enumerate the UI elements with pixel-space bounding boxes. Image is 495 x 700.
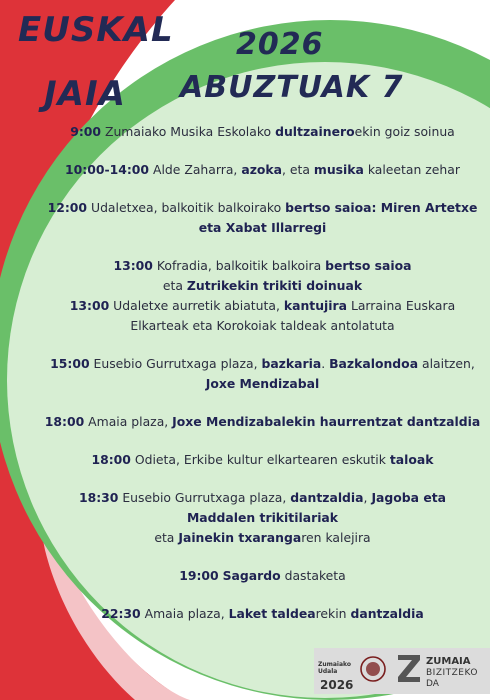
schedule-text: Amaia plaza,: [140, 606, 229, 621]
schedule-text-bold: Laket taldea: [228, 606, 316, 621]
footer-brand-line1: ZUMAIA: [426, 656, 471, 667]
schedule-text: eta: [154, 530, 179, 545]
schedule-text-bold: eta Xabat Illarregi: [198, 220, 327, 235]
schedule-item: [40, 198, 485, 238]
schedule-text-bold: 10:00-14:00: [65, 162, 150, 177]
schedule-text-bold: 18:00: [44, 414, 85, 429]
schedule-text: Kofradia, balkoitik balkoira: [152, 258, 326, 273]
schedule-text: .: [321, 356, 330, 371]
footer-year: 2026: [320, 678, 354, 692]
schedule-text-bold: 22:30: [101, 606, 141, 621]
schedule-line: [40, 528, 485, 548]
schedule-text-bold: 13:00: [69, 298, 110, 313]
schedule-line: [40, 198, 485, 218]
schedule-line: [40, 604, 485, 624]
schedule-text: eta: [162, 278, 187, 293]
schedule-text: Udaletxe aurretik abiatuta,: [109, 298, 284, 313]
footer-udala-line2: Udala: [318, 668, 338, 675]
schedule-line: [40, 354, 485, 374]
schedule-text-bold: 18:00: [91, 452, 131, 467]
seal-icon: [360, 656, 386, 682]
right-white-strip: [490, 0, 495, 700]
schedule-item: [40, 412, 485, 432]
schedule-text-bold: Joxe Mendizabalekin haurrentzat dantzaldia: [172, 414, 481, 429]
schedule-text-bold: dantzaldia: [350, 606, 424, 621]
schedule-text-bold: Joxe Mendizabal: [205, 376, 320, 391]
schedule-text-bold: Sagardo: [222, 568, 281, 583]
schedule-text-bold: dantzaldia: [290, 490, 364, 505]
schedule-item: [40, 160, 485, 180]
schedule-text-bold: 12:00: [47, 200, 88, 215]
schedule-text-bold: 19:00: [179, 568, 219, 583]
footer-udala-line1: Zumaiako: [318, 661, 351, 668]
schedule-text-bold: Zutrikekin trikiti doinuak: [186, 278, 363, 293]
schedule-list: [40, 122, 485, 624]
title-euskal: EUSKAL: [18, 10, 174, 50]
schedule-text-bold: dultzainero: [275, 124, 355, 139]
schedule-text: Udaletxea, balkoitik balkoirako: [87, 200, 286, 215]
schedule-text: Eusebio Gurrutxaga plaza,: [89, 356, 262, 371]
schedule-text-bold: 13:00: [113, 258, 153, 273]
schedule-text: Odieta, Erkibe kultur elkartearen eskutik: [130, 452, 390, 467]
schedule-line: [40, 450, 485, 470]
schedule-text-bold: Jagoba eta: [371, 490, 447, 505]
schedule-text-bold: taloak: [389, 452, 434, 467]
schedule-line: [40, 160, 485, 180]
schedule-text-bold: Bazkalondoa: [329, 356, 419, 371]
title-year: 2026: [236, 27, 324, 62]
schedule-line: [40, 412, 485, 432]
schedule-text: Alde Zaharra,: [149, 162, 242, 177]
schedule-text-bold: bertso saioa: [325, 258, 412, 273]
title-jaia: JAIA: [44, 74, 126, 114]
schedule-line: [40, 316, 485, 336]
schedule-text-bold: bazkaria: [261, 356, 322, 371]
schedule-item: [40, 566, 485, 586]
schedule-text-bold: Maddalen trikitilariak: [186, 510, 339, 525]
schedule-text: rekin: [315, 606, 351, 621]
schedule-text-bold: 15:00: [50, 356, 90, 371]
schedule-item: [40, 354, 485, 394]
footer-logos: [314, 648, 490, 694]
schedule-text: dastaketa: [280, 568, 346, 583]
schedule-item: [40, 122, 485, 142]
schedule-text: Larraina Euskara: [347, 298, 456, 313]
schedule-text-bold: azoka: [241, 162, 283, 177]
schedule-text: kaleetan zehar: [363, 162, 460, 177]
schedule-text-bold: kantujira: [283, 298, 347, 313]
schedule-text: , eta: [282, 162, 314, 177]
schedule-text: Zumaiako Musika Eskolako: [101, 124, 276, 139]
schedule-line: [40, 374, 485, 394]
schedule-item: [40, 450, 485, 470]
footer-brand-line2: BIZITZEKO: [426, 668, 478, 678]
footer-brand-line3: DA: [426, 679, 439, 689]
zumaia-logo-icon: [396, 652, 422, 684]
schedule-line: [40, 122, 485, 142]
title-date: ABUZTUAK 7: [180, 70, 404, 105]
schedule-item: [40, 256, 485, 336]
schedule-line: [40, 276, 485, 296]
schedule-text-bold: musika: [313, 162, 364, 177]
schedule-line: [40, 488, 485, 508]
schedule-text: Elkarteak eta Korokoiak taldeak antolatuta: [130, 318, 395, 333]
schedule-line: [40, 508, 485, 528]
schedule-text: ren kalejira: [301, 530, 371, 545]
schedule-line: [40, 218, 485, 238]
schedule-item: [40, 488, 485, 548]
schedule-text: ,: [363, 490, 372, 505]
schedule-text: Eusebio Gurrutxaga plaza,: [118, 490, 291, 505]
schedule-text: alaitzen,: [418, 356, 475, 371]
schedule-line: [40, 296, 485, 316]
schedule-text-bold: bertso saioa: Miren Artetxe: [285, 200, 478, 215]
schedule-line: [40, 256, 485, 276]
schedule-item: [40, 604, 485, 624]
schedule-text: Amaia plaza,: [84, 414, 173, 429]
schedule-text-bold: 9:00: [70, 124, 102, 139]
schedule-text: ekin goiz soinua: [354, 124, 455, 139]
schedule-line: [40, 566, 485, 586]
schedule-text-bold: 18:30: [78, 490, 119, 505]
schedule-text-bold: Jainekin txaranga: [178, 530, 302, 545]
